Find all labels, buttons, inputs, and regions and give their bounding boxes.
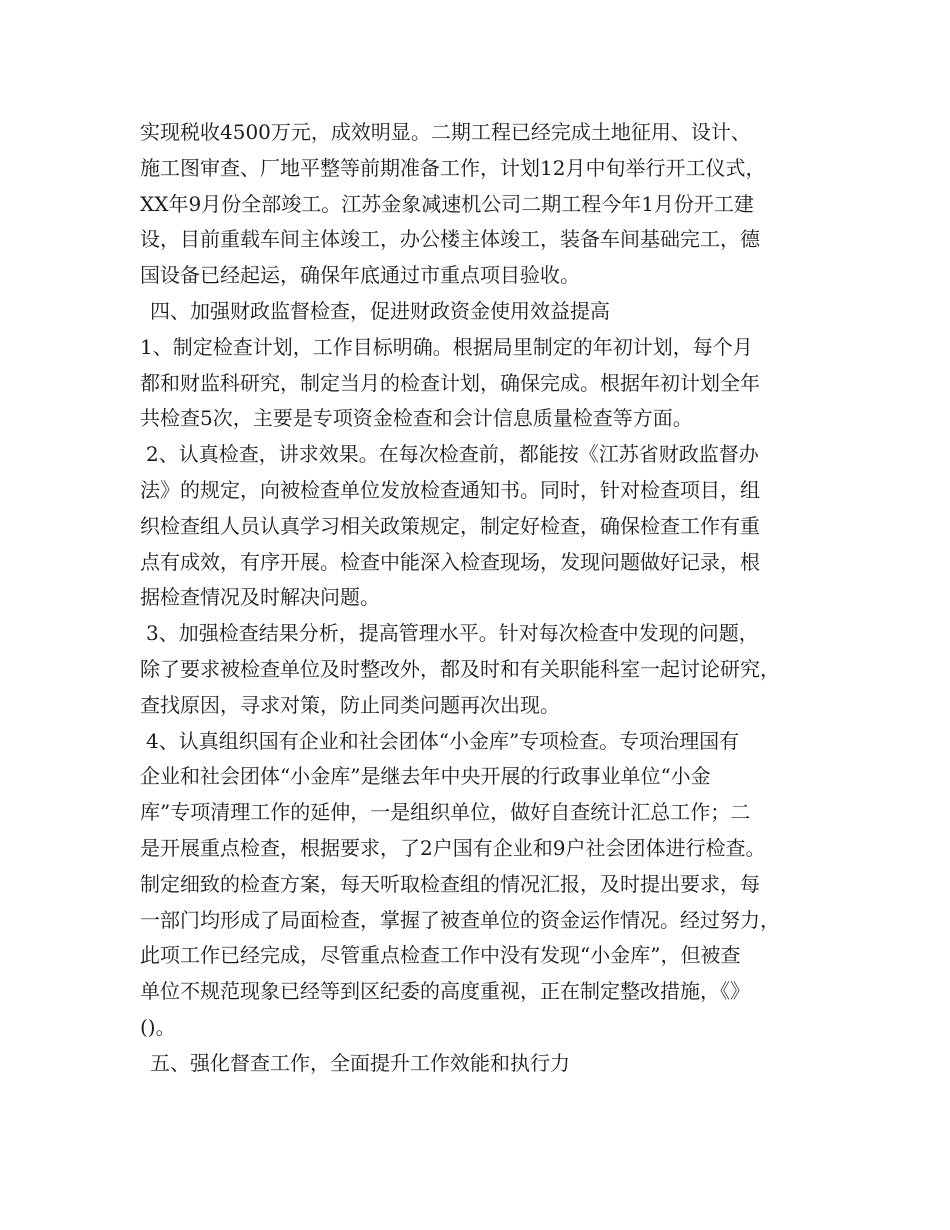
paragraph-line: 是开展重点检查，根据要求，了2户国有企业和9户社会团体进行检查。	[140, 835, 766, 860]
paragraph-line: 4、认真组织国有企业和社会团体“小金库”专项检查。专项治理国有	[146, 728, 740, 753]
paragraph-line: 国设备已经起运，确保年底通过市重点项目验收。	[140, 263, 580, 288]
paragraph-line: 查找原因，寻求对策，防止同类问题再次出现。	[140, 692, 560, 717]
paragraph-line: 点有成效，有序开展。检查中能深入检查现场，发现问题做好记录，根	[140, 549, 760, 574]
document-body	[140, 115, 840, 1082]
section-heading: 四、加强财政监督检查，促进财政资金使用效益提高	[150, 298, 610, 323]
paragraph-line: 都和财监科研究，制定当月的检查计划，确保完成。根据年初计划全年	[140, 370, 760, 395]
paragraph-line: 共检查5次，主要是专项资金检查和会计信息质量检查等方面。	[140, 406, 693, 431]
paragraph-line: 企业和社会团体“小金库”是继去年中央开展的行政事业单位“小金	[140, 764, 711, 789]
paragraph-line: 施工图审查、厂地平整等前期准备工作，计划12月中旬举行开工仪式，	[140, 155, 766, 180]
paragraph-line: 实现税收4500万元，成效明显。二期工程已经完成土地征用、设计、	[140, 120, 751, 144]
paragraph-line: ()。	[140, 1014, 176, 1039]
paragraph-line: 库”专项清理工作的延伸，一是组织单位，做好自查统计汇总工作；二	[140, 800, 751, 825]
paragraph-line: 制定细致的检查方案，每天听取检查组的情况汇报，及时提出要求，每	[140, 871, 760, 896]
paragraph-line: 3、加强检查结果分析，提高管理水平。针对每次检查中发现的问题，	[146, 621, 759, 646]
paragraph-line: 法》的规定，向被检查单位发放检查通知书。同时，针对检查项目，组	[140, 477, 760, 502]
paragraph-line: 一部门均形成了局面检查，掌握了被查单位的资金运作情况。经过努力，	[140, 907, 780, 932]
paragraph-line: 织检查组人员认真学习相关政策规定，制定好检查，确保检查工作有重	[140, 513, 760, 538]
paragraph-line: 2、认真检查，讲求效果。在每次检查前，都能按《江苏省财政监督办	[146, 442, 759, 467]
paragraph-line: 单位不规范现象已经等到区纪委的高度重视，正在制定整改措施，《》	[140, 979, 750, 1004]
section-heading: 五、强化督查工作，全面提升工作效能和执行力	[150, 1050, 570, 1075]
paragraph-line: 设，目前重载车间主体竣工，办公楼主体竣工，装备车间基础完工，德	[140, 227, 760, 252]
paragraph-line: 此项工作已经完成，尽管重点检查工作中没有发现“小金库”，但被查	[140, 943, 741, 968]
paragraph-line: XX年9月份全部竣工。江苏金象减速机公司二期工程今年1月份开工建	[140, 191, 754, 216]
paragraph-line: 除了要求被检查单位及时整改外，都及时和有关职能科室一起讨论研究，	[140, 656, 780, 681]
paragraph-line: 1、制定检查计划，工作目标明确。根据局里制定的年初计划，每个月	[140, 334, 753, 359]
paragraph-line: 据检查情况及时解决问题。	[140, 585, 380, 610]
